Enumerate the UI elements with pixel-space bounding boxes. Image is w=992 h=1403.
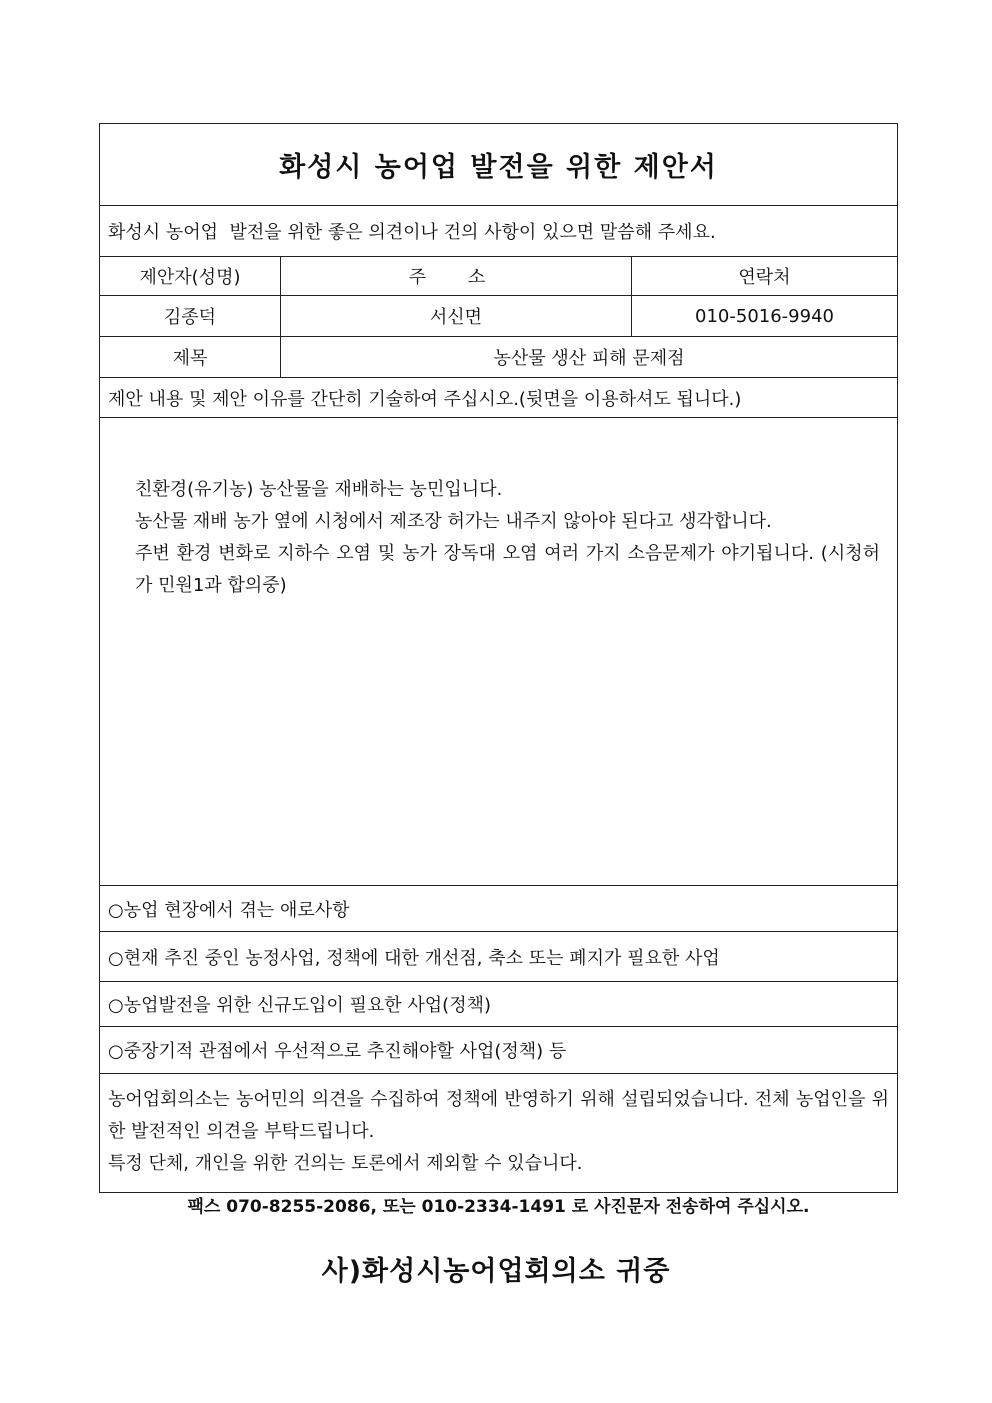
bullet-item [100, 1027, 897, 1074]
value-row [100, 296, 897, 337]
content-line: 주변 환경 변화로 지하수 오염 및 농가 장독대 오염 여러 가지 소음문제가 야기됩니다. (시청허가 민원1과 합의중) [135, 543, 880, 596]
form-title: 화성시 농어업 발전을 위한 제안서 [279, 152, 718, 183]
content-row [100, 418, 897, 886]
bullet-item [100, 982, 897, 1027]
notice-row [100, 1074, 897, 1192]
subject-value: 농산물 생산 피해 문제점 [493, 348, 685, 369]
description-prompt: 제안 내용 및 제안 이유를 간단히 기술하여 주십시오.(뒷면을 이용하셔도 됩니다.) [108, 388, 742, 410]
header-row [100, 257, 897, 296]
content-line: 친환경(유기농) 농산물을 재배하는 농민입니다. [135, 479, 503, 500]
notice-text: 농어업회의소는 농어민의 의견을 수집하여 정책에 반영하기 위해 설립되었습니다. 전체 농업인을 위한 발전적인 의견을 부탁드립니다. [108, 1089, 889, 1142]
description-prompt-row [100, 378, 897, 418]
fax-instruction: 팩스 070-8255-2086, 또는 010-2334-1491 로 사진문자 전송하여 주십시오. [187, 1197, 810, 1217]
subject-label: 제목 [100, 337, 281, 377]
subject-row [100, 337, 897, 378]
proposal-content [135, 474, 880, 602]
address-value: 서신면 [281, 296, 632, 336]
content-line: 농산물 재배 농가 옆에 시청에서 제조장 허가는 내주지 않아야 된다고 생각합니다. [135, 511, 772, 532]
contact-value: 010-5016-9940 [695, 305, 834, 327]
address-header [281, 257, 632, 295]
recipient-footer: 사)화성시농어업회의소 귀중 [321, 1256, 671, 1287]
bullet-text: ○농업 현장에서 겪는 애로사항 [108, 899, 350, 921]
name-header: 제안자(성명) [100, 257, 281, 295]
intro-row [100, 206, 897, 257]
bullet-text: ○중장기적 관점에서 우선적으로 추진해야할 사업(정책) 등 [108, 1041, 567, 1062]
proposal-form [99, 123, 898, 1193]
address-header-label: 주 소 [408, 267, 504, 288]
bullet-text: ○현재 추진 중인 농정사업, 정책에 대한 개선점, 축소 또는 폐지가 필요한 사업 [108, 947, 720, 969]
name-value: 김종덕 [100, 296, 281, 336]
notice-text: 특정 단체, 개인을 위한 건의는 토론에서 제외할 수 있습니다. [108, 1153, 583, 1174]
contact-header: 연락처 [738, 267, 791, 288]
bullet-item [100, 932, 897, 982]
title-row [100, 124, 897, 206]
intro-text: 화성시 농어업 발전을 위한 좋은 의견이나 건의 사항이 있으면 말씀해 주세요. [108, 222, 716, 243]
bullet-text: ○농업발전을 위한 신규도입이 필요한 사업(정책) [108, 995, 492, 1016]
bullet-item [100, 886, 897, 932]
